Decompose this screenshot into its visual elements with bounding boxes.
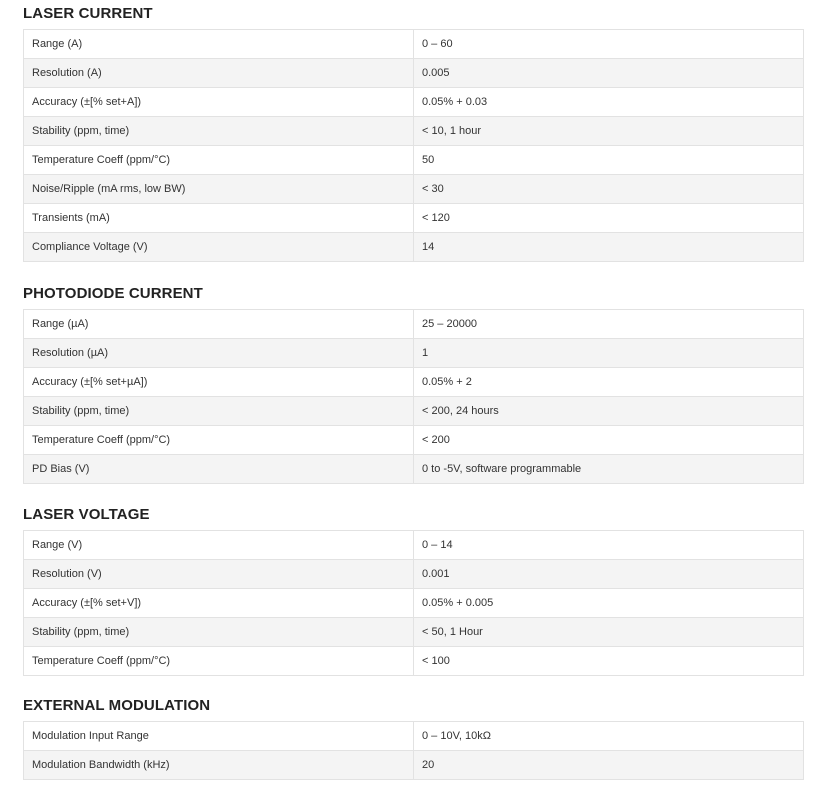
spec-value: 0.001 bbox=[414, 560, 804, 589]
spec-label: Resolution (A) bbox=[24, 59, 414, 88]
section-title-laser-voltage: LASER VOLTAGE bbox=[23, 506, 150, 523]
spec-label: Resolution (µA) bbox=[24, 339, 414, 368]
spec-label: Range (µA) bbox=[24, 310, 414, 339]
table-row bbox=[24, 310, 804, 339]
laser-current-table bbox=[23, 29, 804, 262]
spec-value: < 10, 1 hour bbox=[414, 117, 804, 146]
table-row bbox=[24, 368, 804, 397]
table-row bbox=[24, 618, 804, 647]
table-row bbox=[24, 339, 804, 368]
section-title-external-modulation: EXTERNAL MODULATION bbox=[23, 697, 211, 714]
table-row bbox=[24, 204, 804, 233]
spec-label: Modulation Bandwidth (kHz) bbox=[24, 751, 414, 780]
spec-label: Stability (ppm, time) bbox=[24, 397, 414, 426]
spec-value: 25 – 20000 bbox=[414, 310, 804, 339]
spec-label: Accuracy (±[% set+µA]) bbox=[24, 368, 414, 397]
spec-value: 0 – 10V, 10kΩ bbox=[414, 722, 804, 751]
spec-value: < 120 bbox=[414, 204, 804, 233]
photodiode-current-table bbox=[23, 309, 804, 484]
spec-label: PD Bias (V) bbox=[24, 455, 414, 484]
spec-label: Transients (mA) bbox=[24, 204, 414, 233]
table-row bbox=[24, 88, 804, 117]
table-row bbox=[24, 531, 804, 560]
spec-value: 0 to -5V, software programmable bbox=[414, 455, 804, 484]
table-row bbox=[24, 426, 804, 455]
spec-label: Range (V) bbox=[24, 531, 414, 560]
spec-value: 0.05% + 0.03 bbox=[414, 88, 804, 117]
table-row bbox=[24, 30, 804, 59]
table-row bbox=[24, 455, 804, 484]
table-row bbox=[24, 560, 804, 589]
external-modulation-table bbox=[23, 721, 804, 780]
section-title-laser-current: LASER CURRENT bbox=[23, 5, 153, 22]
table-row bbox=[24, 647, 804, 676]
spec-label: Stability (ppm, time) bbox=[24, 117, 414, 146]
table-row bbox=[24, 117, 804, 146]
table-row bbox=[24, 146, 804, 175]
section-title-photodiode-current: PHOTODIODE CURRENT bbox=[23, 285, 203, 302]
table-row bbox=[24, 397, 804, 426]
spec-value: 50 bbox=[414, 146, 804, 175]
spec-label: Accuracy (±[% set+A]) bbox=[24, 88, 414, 117]
spec-value: < 200, 24 hours bbox=[414, 397, 804, 426]
spec-label: Resolution (V) bbox=[24, 560, 414, 589]
spec-label: Modulation Input Range bbox=[24, 722, 414, 751]
table-row bbox=[24, 589, 804, 618]
table-row bbox=[24, 233, 804, 262]
spec-value: 0.05% + 2 bbox=[414, 368, 804, 397]
spec-value: 20 bbox=[414, 751, 804, 780]
spec-label: Compliance Voltage (V) bbox=[24, 233, 414, 262]
spec-label: Temperature Coeff (ppm/°C) bbox=[24, 426, 414, 455]
table-row bbox=[24, 722, 804, 751]
spec-label: Temperature Coeff (ppm/°C) bbox=[24, 146, 414, 175]
spec-value: < 30 bbox=[414, 175, 804, 204]
spec-value: < 50, 1 Hour bbox=[414, 618, 804, 647]
spec-value: 0.005 bbox=[414, 59, 804, 88]
spec-value: 0 – 60 bbox=[414, 30, 804, 59]
spec-label: Range (A) bbox=[24, 30, 414, 59]
spec-label: Stability (ppm, time) bbox=[24, 618, 414, 647]
spec-label: Accuracy (±[% set+V]) bbox=[24, 589, 414, 618]
spec-value: < 200 bbox=[414, 426, 804, 455]
spec-value: 0 – 14 bbox=[414, 531, 804, 560]
table-row bbox=[24, 59, 804, 88]
spec-value: 0.05% + 0.005 bbox=[414, 589, 804, 618]
laser-voltage-table bbox=[23, 530, 804, 676]
spec-value: 1 bbox=[414, 339, 804, 368]
table-row bbox=[24, 175, 804, 204]
spec-value: < 100 bbox=[414, 647, 804, 676]
spec-value: 14 bbox=[414, 233, 804, 262]
table-row bbox=[24, 751, 804, 780]
spec-label: Noise/Ripple (mA rms, low BW) bbox=[24, 175, 414, 204]
spec-label: Temperature Coeff (ppm/°C) bbox=[24, 647, 414, 676]
